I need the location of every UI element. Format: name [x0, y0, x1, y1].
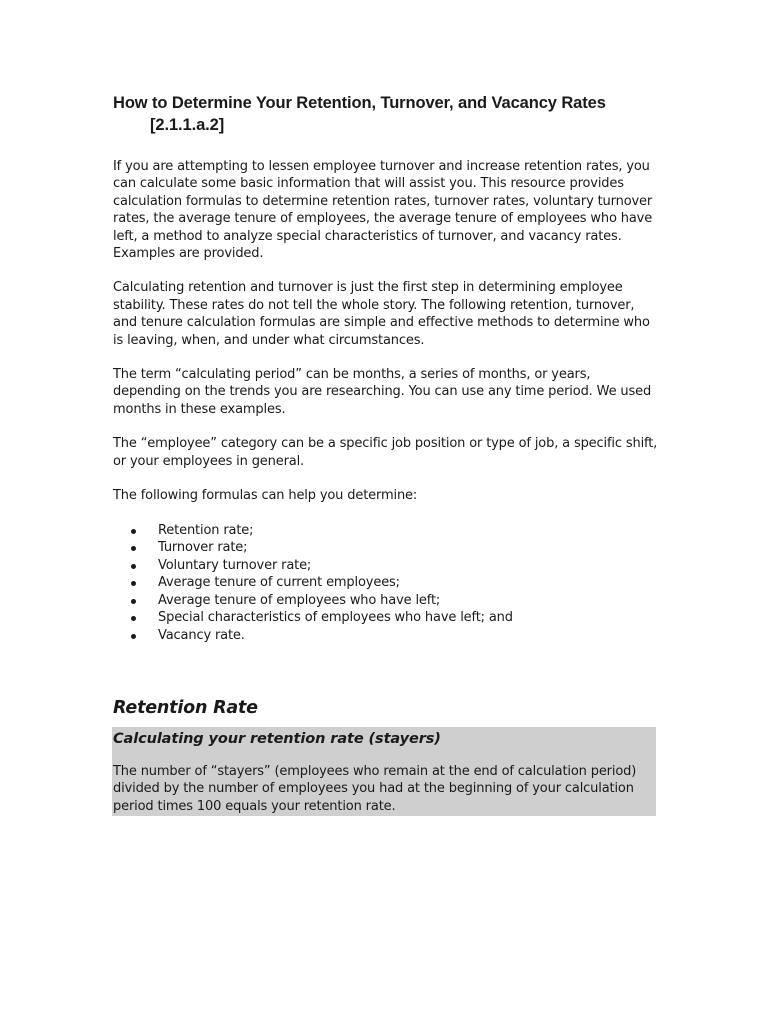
retention-calculation-text: The number of “stayers” (employees who remain at the end of calculation period) divided by the number of employees you had at the beginning of your calculation period times 100 equals your retention rate.: [113, 764, 637, 814]
list-item: [131, 557, 658, 575]
calculating-period-paragraph: The term “calculating period” can be months, a series of months, or years, depending on the trends you are researching. You can use any time period. We used months in these examples.: [113, 367, 652, 417]
list-item-text: Retention rate;: [158, 522, 254, 538]
list-item: [131, 522, 658, 540]
bullet-icon: [131, 599, 136, 604]
bullet-icon: [131, 564, 136, 569]
title-line-2: [2.1.1.a.2]: [150, 116, 225, 134]
list-item: [131, 592, 658, 610]
bullet-icon: [131, 581, 136, 586]
formula-list: [113, 522, 658, 645]
list-item: [131, 574, 658, 592]
title-line-1: How to Determine Your Retention, Turnover, and Vacancy Rates: [113, 94, 606, 112]
list-item-text: Voluntary turnover rate;: [158, 557, 312, 573]
document-page: [113, 92, 658, 816]
document-title: [113, 92, 658, 136]
retention-calculation-heading: Calculating your retention rate (stayers): [113, 731, 441, 747]
bullet-icon: [131, 616, 136, 621]
list-item-text: Average tenure of employees who have left;: [158, 592, 441, 608]
list-item: [131, 627, 658, 645]
intro-paragraph: If you are attempting to lessen employee turnover and increase retention rates, you can calculate some basic information that will assist you. This resource provides calculation formulas to determine retention rates, turnover rates, voluntary turnover rates, the average tenure of employees, the average tenure of employees who have left, a method to analyze special characteristics of turnover, and vacancy rates. Examples are provided.: [113, 159, 653, 262]
retention-calculation-box: [112, 727, 656, 816]
stability-paragraph: Calculating retention and turnover is just the first step in determining employee stability. These rates do not tell the whole story. The following retention, turnover, and tenure calculation formulas are simple and effective methods to determine who is leaving, when, and under what circumstances.: [113, 280, 650, 348]
list-item-text: Average tenure of current employees;: [158, 575, 400, 590]
formulas-intro-paragraph: The following formulas can help you determine:: [113, 488, 418, 504]
retention-rate-heading: Retention Rate: [113, 698, 258, 718]
list-item-text: Vacancy rate.: [158, 627, 245, 643]
bullet-icon: [131, 529, 136, 534]
list-item: [131, 539, 658, 557]
bullet-icon: [131, 634, 136, 639]
list-item-text: Special characteristics of employees who have left; and: [158, 610, 513, 625]
employee-category-paragraph: The “employee” category can be a specific job position or type of job, a specific shift, or your employees in general.: [113, 436, 658, 469]
bullet-icon: [131, 546, 136, 551]
list-item-text: Turnover rate;: [158, 540, 248, 555]
list-item: [131, 609, 658, 627]
